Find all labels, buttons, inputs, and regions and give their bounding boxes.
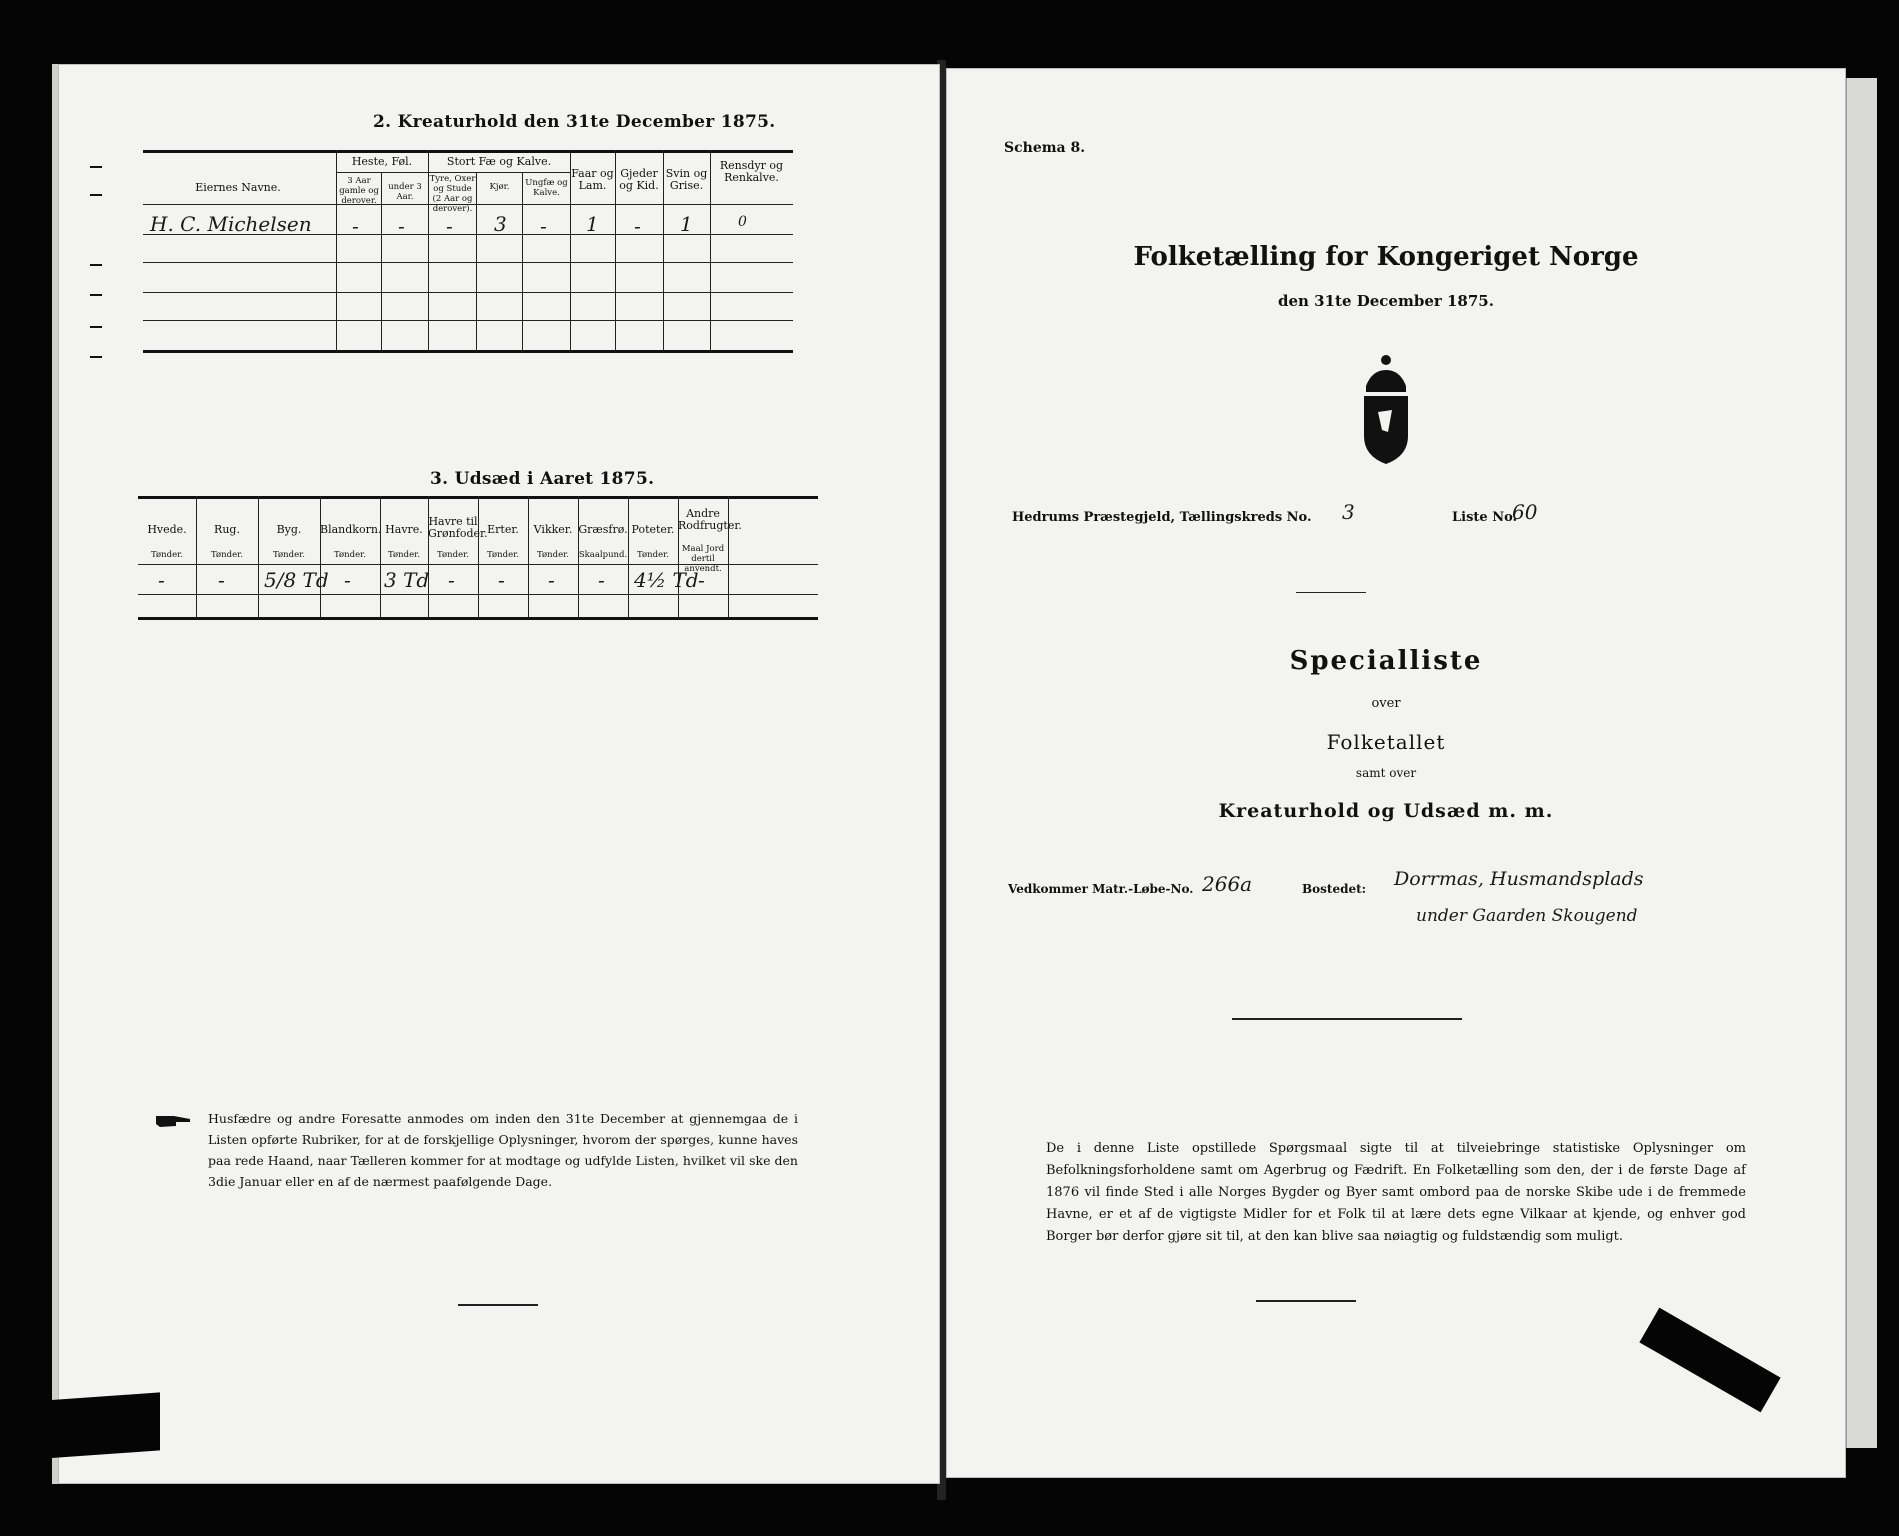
frame-corner — [0, 1392, 160, 1461]
header-rye: Rug. — [214, 523, 240, 536]
coat-of-arms-icon — [1358, 352, 1414, 472]
header-pigs: Svin og Grise. — [665, 167, 708, 192]
unit: Tønder. — [437, 550, 469, 560]
district-label: Hedrums Præstegjeld, Tællingskreds No. — [1012, 510, 1312, 525]
cell: - — [158, 568, 165, 592]
header-barley: Byg. — [276, 523, 302, 536]
header-cattle-a: Tyre, Oxer og Stude (2 Aar og derover). — [429, 174, 476, 214]
header-horses-a: 3 Aar gamle og derover. — [339, 176, 379, 206]
header-wheat: Hvede. — [147, 523, 187, 536]
cell: - — [540, 214, 547, 238]
unit: Tønder. — [151, 550, 183, 560]
margin-mark — [90, 194, 102, 196]
notice-text: Husfædre og andre Foresatte anmodes om inden den 31te December at gjennemgaa de i Listen opførte Rubriker, for at de forskjellige Oplysninger, hvorom der spørges, kunne haves paa rede Haand, naar Tælleren kommer for at modtage og udfylde Listen, hvilket vil ske den 3die Januar eller en af de nærmest paafølgende Dage. — [208, 1111, 798, 1189]
bosted-value: Dorrmas, Husmandsplads — [1394, 868, 1644, 890]
pointing-hand-icon — [154, 1110, 192, 1130]
district-number: 3 — [1342, 500, 1355, 524]
owner-name: H. C. Michelsen — [150, 212, 312, 236]
main-title: Folketælling for Kongeriget Norge — [1133, 242, 1639, 272]
unit: Maal Jord dertil anvendt. — [681, 544, 725, 574]
cell: 5/8 Td — [264, 568, 329, 592]
cell: - — [218, 568, 225, 592]
cell: 1 — [586, 212, 599, 236]
left-page — [58, 64, 940, 1484]
right-page — [946, 68, 1846, 1478]
unit: Tønder. — [273, 550, 305, 560]
intro-text: De i denne Liste opstillede Spørgsmaal sigte til at tilveiebringe statistiske Oplysninger om Befolkningsforholdene samt om Agerbrug og Fædrift. En Folketælling som den, der i de første Dage af 1876 vil finde Sted i alle Norges Bygder og Byer samt ombord paa de norske Skibe ude i de fremmede Havne, er et af de vigtigste Midler for et Folk til at lære dets egne Vilkaar at kjende, og enhver god Borger bør derfor gjøre sit til, at den kan blive saa nøiagtig og fuldstændig som muligt. — [1046, 1141, 1746, 1244]
cell: - — [498, 568, 505, 592]
bosted-label: Bostedet: — [1302, 882, 1367, 896]
header-green-oats: Havre til Grønfoder. — [428, 515, 488, 540]
section3-title: 3. Udsæd i Aaret 1875. — [430, 469, 655, 489]
specialliste-title: Specialliste — [1289, 646, 1483, 676]
cell: 3 — [494, 212, 507, 236]
cell: - — [698, 568, 705, 592]
matr-label: Vedkommer Matr.-Løbe-No. — [1008, 882, 1194, 896]
samt-over-text: samt over — [1355, 766, 1417, 780]
list-label: Liste No. — [1452, 510, 1518, 525]
folketallet-title: Folketallet — [1326, 730, 1446, 754]
margin-mark — [90, 264, 102, 266]
unit: Tønder. — [637, 550, 669, 560]
bosted-value-continued: under Gaarden Skougend — [1416, 906, 1638, 926]
header-cattle-b: Kjør. — [489, 182, 510, 192]
header-cattle-c: Ungfæ og Kalve. — [525, 178, 568, 198]
header-oats: Havre. — [385, 523, 423, 536]
unit: Tønder. — [388, 550, 420, 560]
header-vetch: Vikker. — [533, 523, 573, 536]
unit: Tønder. — [211, 550, 243, 560]
list-number: 60 — [1512, 500, 1538, 524]
page-edge — [1846, 78, 1877, 1448]
header-horses-b: under 3 Aar. — [388, 182, 422, 202]
header-reindeer: Rensdyr og Renkalve. — [719, 159, 784, 184]
page-edge — [52, 64, 58, 1484]
cell: 1 — [680, 212, 693, 236]
header-sheep: Faar og Lam. — [571, 167, 614, 192]
kreaturhold-title: Kreaturhold og Udsæd m. m. — [1218, 800, 1554, 822]
header-other-roots: Andre Rodfrugter. — [678, 507, 742, 532]
unit: Tønder. — [537, 550, 569, 560]
cell: - — [448, 568, 455, 592]
cell: - — [548, 568, 555, 592]
cell: - — [398, 214, 405, 238]
cell: - — [446, 214, 453, 238]
header-horses: Heste, Føl. — [351, 155, 413, 168]
unit: Skaalpund. — [578, 550, 628, 560]
header-cattle: Stort Fæ og Kalve. — [446, 155, 552, 168]
header-potatoes: Poteter. — [631, 523, 675, 536]
unit: Tønder. — [487, 550, 519, 560]
header-peas: Erter. — [487, 523, 519, 536]
header-owner: Eiernes Navne. — [195, 181, 281, 194]
cell: - — [352, 214, 359, 238]
margin-mark — [90, 294, 102, 296]
margin-mark — [90, 356, 102, 358]
matr-value: 266a — [1202, 872, 1253, 896]
cell: 0 — [738, 214, 747, 230]
header-goats: Gjeder og Kid. — [619, 167, 659, 192]
cell: 3 Td — [384, 568, 430, 592]
section2-title: 2. Kreaturhold den 31te December 1875. — [373, 112, 776, 132]
over-text: over — [1371, 696, 1401, 711]
header-grass-seed: Græsfrø. — [578, 523, 628, 536]
schema-label: Schema 8. — [1004, 140, 1086, 156]
cell: - — [598, 568, 605, 592]
margin-mark — [90, 326, 102, 328]
cell: - — [344, 568, 351, 592]
cell: 4½ Td — [634, 568, 699, 592]
header-mixed-grain: Blandkorn. — [320, 523, 382, 536]
cell: - — [634, 214, 641, 238]
unit: Tønder. — [334, 550, 366, 560]
margin-mark — [90, 166, 102, 168]
date-line: den 31te December 1875. — [1278, 292, 1494, 310]
